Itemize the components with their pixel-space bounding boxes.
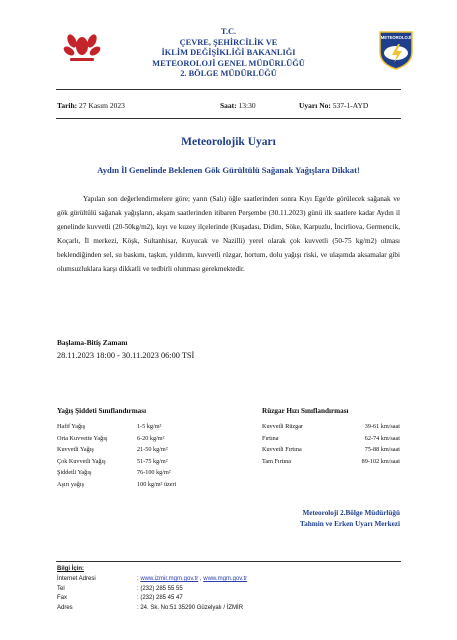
website-link-izmir[interactable]: www.izmir.mgm.gov.tr	[140, 576, 199, 582]
period-value: 28.11.2023 18:00 - 30.11.2023 06:00 TSİ	[57, 351, 195, 360]
website-link-mgm[interactable]: www.mgm.gov.tr	[203, 576, 248, 582]
rain-class-value: 21-50 kg/m²	[137, 446, 168, 454]
table-row	[57, 446, 237, 458]
warning-number-field	[299, 101, 368, 110]
table-row	[57, 481, 237, 493]
contact-info	[57, 576, 357, 614]
time-field	[220, 101, 256, 110]
date-label: Tarih:	[57, 101, 78, 110]
contact-value: : (232) 285 55 55	[137, 585, 183, 592]
rain-class-value: 100 kg/m² üzeri	[137, 480, 177, 488]
rain-class-value: 51-75 kg/m²	[137, 457, 168, 465]
wind-class-name: Tam Fırtına	[262, 457, 291, 465]
contact-label: İnternet Adresi	[57, 576, 96, 582]
rain-class-value: 1-5 kg/m²	[137, 423, 162, 430]
rain-class-name: Şiddetli Yağış	[57, 469, 92, 477]
table-row	[262, 423, 400, 435]
date-value: 27 Kasım 2023	[79, 101, 125, 110]
signature-line-2: Tahmin ve Erken Uyarı Merkezi	[300, 520, 400, 528]
wind-class-name: Kuvvetli Rüzgar	[262, 423, 304, 430]
organization-header	[120, 27, 337, 80]
table-row	[262, 446, 400, 458]
org-line: İKLİM DEĞİŞİKLİĞİ BAKANLIĞI	[161, 48, 296, 57]
rain-class-name: Orta Kuvvette Yağış	[57, 434, 108, 442]
contact-label: Tel	[57, 585, 65, 592]
contact-value	[137, 576, 247, 586]
time-value: 13:30	[238, 101, 256, 110]
wind-class-value: 39-61 km/saat	[364, 423, 400, 430]
divider	[56, 118, 401, 119]
document-title: Meteorolojik Uyarı	[181, 136, 276, 148]
wind-class-name: Kuvvetli Fırtına	[262, 446, 302, 454]
wind-table	[262, 423, 400, 469]
contact-value: : (232) 285 45 47	[137, 595, 183, 601]
divider	[56, 89, 401, 90]
rain-table	[57, 423, 237, 493]
logo-lettering: METEOROLOJİ	[380, 35, 412, 40]
table-row	[57, 423, 237, 435]
wind-class-value: 75-88 km/saat	[364, 446, 400, 454]
contact-colon: :	[137, 576, 141, 582]
rain-class-value: 6-20 kg/m²	[137, 434, 165, 442]
contact-row	[57, 586, 357, 596]
wind-table-heading: Rüzgar Hızı Sınıflandırması	[262, 407, 349, 415]
link-separator: ,	[198, 576, 204, 582]
period-label: Başlama-Bitiş Zamanı	[57, 338, 128, 347]
table-row	[262, 458, 400, 470]
wind-class-name: Fırtına	[262, 434, 279, 442]
table-row	[57, 435, 237, 447]
contact-label: Adres	[57, 604, 73, 611]
table-row	[57, 469, 237, 481]
table-row	[262, 435, 400, 447]
contact-row	[57, 605, 357, 615]
time-label: Saat:	[220, 101, 237, 110]
date-field	[57, 101, 125, 110]
org-line: ÇEVRE, ŞEHİRCİLİK VE	[179, 37, 278, 47]
contact-row	[57, 576, 357, 586]
meteorology-logo	[376, 28, 416, 70]
divider	[56, 561, 401, 562]
rain-class-name: Kuvvetli Yağış	[57, 446, 94, 454]
org-line: T.C.	[220, 27, 237, 36]
footer-heading: Bilgi İçin:	[57, 566, 84, 572]
contact-row	[57, 595, 357, 605]
signature-line-1: Meteoroloji 2.Bölge Müdürlüğü	[302, 509, 400, 517]
contact-label: Fax	[57, 595, 68, 601]
rain-table-heading: Yağış Şiddeti Sınıflandırması	[57, 407, 147, 415]
rain-class-name: Aşırı yağış	[57, 480, 84, 488]
rain-class-name: Hafif Yağış	[57, 423, 86, 430]
wind-class-value: 62-74 km/saat	[364, 434, 400, 442]
org-line: METEOROLOJİ GENEL MÜDÜRLÜĞÜ	[152, 58, 305, 68]
org-line: 2. BÖLGE MÜDÜRLÜĞÜ	[180, 69, 277, 78]
document-subtitle: Aydın İl Genelinde Beklenen Gök Gürültülü Sağanak Yağışlara Dikkat!	[97, 165, 360, 175]
rain-class-name: Çok Kuvvetli Yağış	[57, 457, 106, 465]
table-row	[57, 458, 237, 470]
wind-class-value: 89-102 km/saat	[361, 457, 400, 465]
warning-body: Yapılan son değerlendirmelere göre; yarın (Salı) öğle saatlerinden sonra Kıyı Ege'de görülecek sağanak ve gök gürültülü sağanak yağışların, akşam saatlerinden itibaren Perşembe (30.11.2023) günü ilk saatlere kadar Aydın il genelinde kuvvetli (20-50kg/m2), kıyı ve kuzey ilçelerinde (Kuşadası, Didim, Söke, Karpuzlu, İncirliova, Germencik, Koçarlı, İl merkezi, Köşk, Sultanhisar, Kuyucak ve Nazilli) yerel olarak çok kuvvetli (50-75 kg/m2) olması beklendiğinden sel, su baskını, taşkın, yıldırım, kuvvetli rüzgar, hortum, dolu yağışı riski, ve ulaşımda aksamalar gibi olumsuzluklara karşı dikkatli ve tedbirli olunması gerekmektedir.	[57, 195, 400, 273]
rain-class-value: 76-100 kg/m²	[137, 469, 171, 477]
warning-label: Uyarı No:	[299, 101, 331, 110]
contact-value: : 24. Sk. No:51 35290 Güzelyalı / İZMİR	[137, 604, 244, 611]
warning-value: 537-1-AYD	[332, 101, 369, 110]
ministry-logo	[60, 24, 104, 68]
